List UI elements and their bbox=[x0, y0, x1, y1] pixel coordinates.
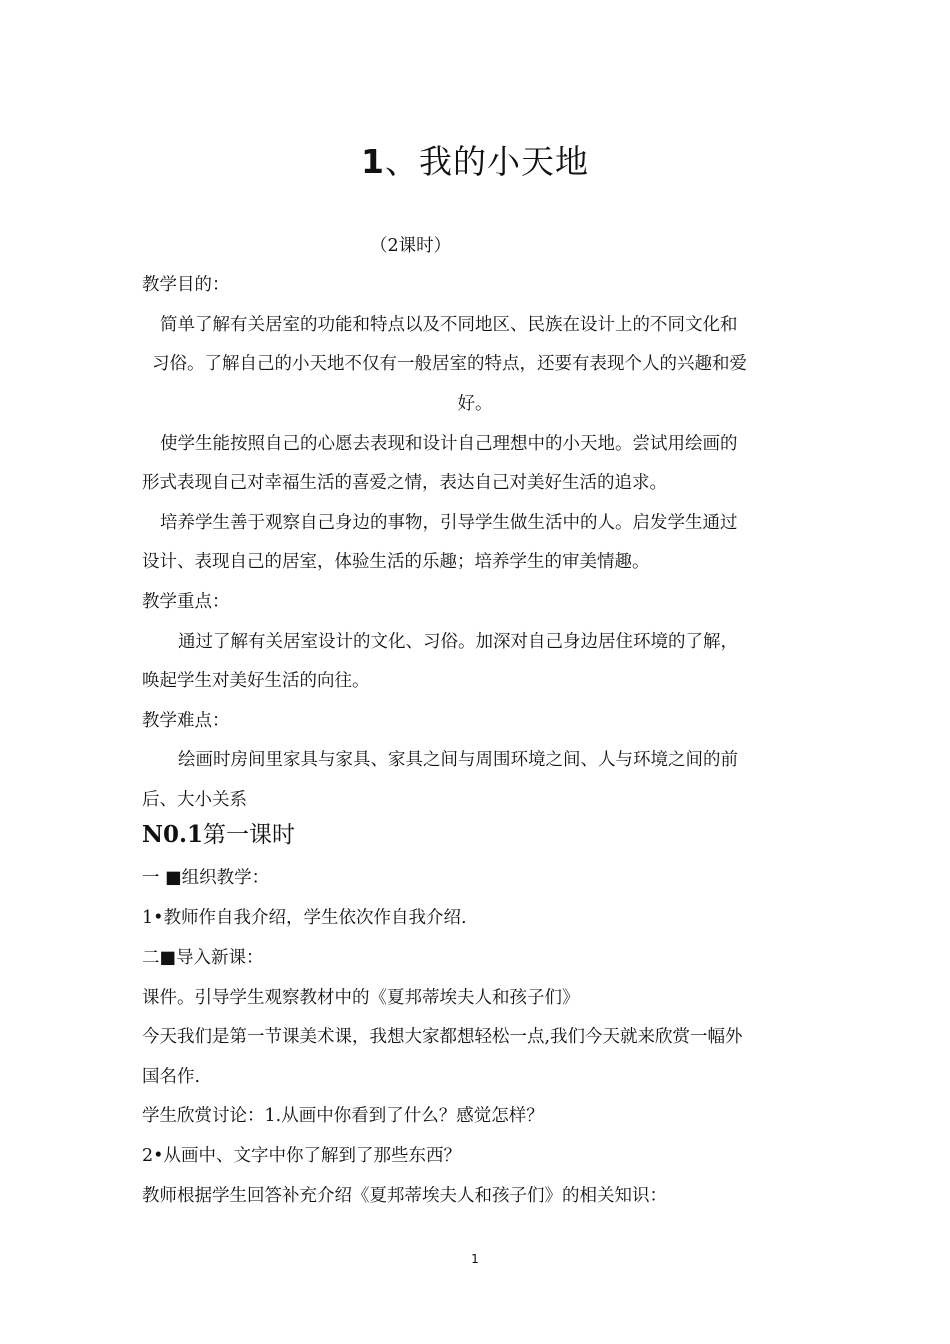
step-2-line-5: 2•从画中、文字中你了解到了那些东西？ bbox=[142, 1146, 461, 1166]
objectives-label: 教学目的： bbox=[142, 275, 230, 295]
lesson-heading-text: 第一课时 bbox=[203, 822, 296, 848]
title-text: 、我的小天地 bbox=[384, 142, 589, 181]
objective-2-line-2: 形式表现自己对幸福生活的喜爱之情，表达自己对美好生活的追求。 bbox=[142, 473, 667, 493]
difficulty-line-1: 绘画时房间里家具与家具、家具之间与周围环境之间、人与环境之间的前 bbox=[178, 750, 738, 770]
step-2-line-4: 学生欣赏讨论：1.从画中你看到了什么？感觉怎样？ bbox=[142, 1106, 544, 1126]
objective-2-line-1: 使学生能按照自己的心愿去表现和设计自己理想中的小天地。尝试用绘画的 bbox=[160, 434, 738, 454]
objective-1-line-3: 好。 bbox=[457, 394, 493, 414]
subtitle-lesson-count: （2课时） bbox=[370, 236, 452, 256]
difficulty-line-2: 后、大小关系 bbox=[142, 790, 247, 810]
objective-1-line-1: 简单了解有关居室的功能和特点以及不同地区、民族在设计上的不同文化和 bbox=[160, 315, 738, 335]
step-2-label: 二■导入新课： bbox=[142, 948, 264, 968]
difficulty-label: 教学难点： bbox=[142, 711, 230, 731]
page-number: 1 bbox=[471, 1252, 479, 1266]
step-2-line-1: 课件。引导学生观察教材中的《夏邦蒂埃夫人和孩子们》 bbox=[142, 988, 580, 1008]
step-2-line-6: 教师根据学生回答补充介绍《夏邦蒂埃夫人和孩子们》的相关知识： bbox=[142, 1186, 667, 1206]
document-title bbox=[0, 136, 950, 183]
step-1-label: 一 ■组织教学： bbox=[142, 868, 270, 888]
objective-3-line-1: 培养学生善于观察自己身边的事物，引导学生做生活中的人。启发学生通过 bbox=[160, 513, 738, 533]
key-points-line-1: 通过了解有关居室设计的文化、习俗。加深对自己身边居住环境的了解， bbox=[178, 632, 738, 652]
key-points-label: 教学重点： bbox=[142, 592, 230, 612]
lesson-heading bbox=[142, 820, 808, 850]
objective-3-line-2: 设计、表现自己的居室，体验生活的乐趣；培养学生的审美情趣。 bbox=[142, 552, 650, 572]
title-number: 1 bbox=[361, 142, 385, 181]
objective-1-line-2: 习俗。了解自己的小天地不仅有一般居室的特点，还要有表现个人的兴趣和爱 bbox=[152, 354, 747, 374]
key-points-line-2: 唤起学生对美好生活的向往。 bbox=[142, 671, 370, 691]
lesson-heading-number: N0.1 bbox=[142, 821, 204, 848]
step-2-line-3: 国名作. bbox=[142, 1067, 201, 1087]
step-2-line-2: 今天我们是第一节课美术课，我想大家都想轻松一点,我们今天就来欣赏一幅外 bbox=[142, 1027, 743, 1047]
step-1-item: 1•教师作自我介绍，学生依次作自我介绍. bbox=[142, 908, 467, 928]
